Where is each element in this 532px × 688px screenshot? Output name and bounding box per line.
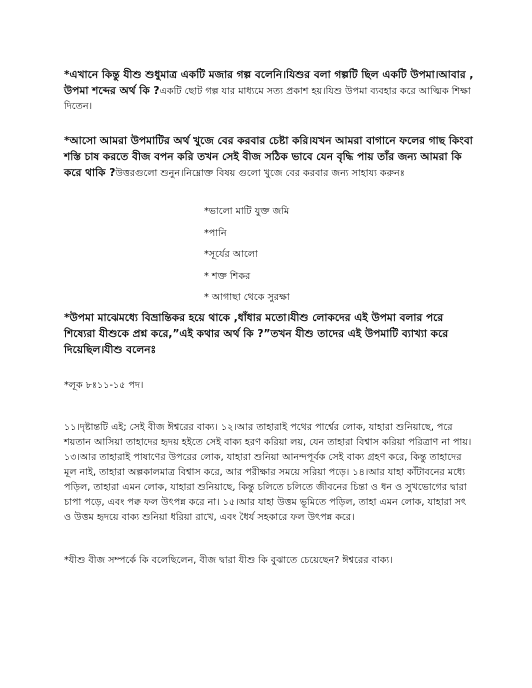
paragraph-disciples-question: *উপমা মাঝেমধ্যে বিভ্রান্তিকর হয়ে থাকে ,ধাঁধার মতো।যীশু লোকদের এই উপমা বলার পরে শিষ্যেরা যীশুকে প্রশ্ন করে,”এই কথার অর্থ কি ?”তখন যীশু তাদের এই উপমাটি ব্যাখ্যা করে দিয়েছিল।যীশু বলেনঃ [64, 312, 449, 356]
list-item: *ভালো মাটি যুক্ত জমি [204, 206, 290, 217]
list-item: * শক্ত শিকর [204, 270, 251, 282]
list-item: *সূর্যের আলো [204, 249, 258, 260]
paragraph-garden-question [64, 133, 476, 181]
scripture-passage: ১১।দৃষ্টান্তটি এই; সেই বীজ ঈশ্বরের বাক্য। ১২।আর তাহারাই পথের পার্শ্বের লোক, যাহারা শুনিয়াছে, পরে শয়তান আসিয়া তাহাদের হৃদয় হইতে সেই বাক্য হরণ করিয়া লয়, যেন তাহারা বিশ্বাস করিয়া পরিত্রাণ না পায়। ১৩।আর তাহারাই পাষাণের উপরের লোক, যাহারা শুনিয়া আনন্দপূর্বক সেই বাক্য গ্রহণ করে, কিন্তু তাহাদের মূল নাই, তাহারা অল্পকালমাত্র বিশ্বাস করে, আর পরীক্ষার সময়ে সরিয়া পড়ে। ১৪।আর যাহা কাঁটাবনের মধ্যে পড়িল, তাহারা এমন লোক, যাহারা শুনিয়াছে, কিন্তু চলিতে চলিতে জীবনের চিন্তা ও ধন ও সুখভোগের দ্বারা চাপা পড়ে, এবং পক্ব ফল উৎপন্ন করে না। ১৫।আর যাহা উত্তম ভূমিতে পড়িল, তাহা এমন লোক, যাহারা সৎ ও উত্তম হৃদয়ে বাক্য শুনিয়া ধরিয়া রাখে, এবং ধৈর্য সহকারে ফল উৎপন্ন করে। [64, 422, 472, 523]
growth-needs-list [204, 204, 290, 312]
paragraph-parable-meaning [64, 67, 476, 114]
list-item: * আগাছা থেকে সুরক্ষা [204, 292, 290, 303]
paragraph-garden-question-bold: *আসো আমরা উপমাটির অর্থ খুজে বের করবার চেষ্টা করি।যখন আমরা বাগানে ফলের গাছ কিংবা শস্তি চাষ করতে বীজ বপন করি তখন সেই বীজ সঠিক ভাবে যেন বৃদ্ধি পায় তাঁর জন্য আমরা কি করে থাকি ? [64, 135, 473, 179]
final-question: *যীশু বীজ সম্পর্কে কি বলেছিলেন, বীজ দ্বারা যীশু কি বুঝাতে চেয়েছেন? ঈশ্বরের বাক্য। [64, 555, 393, 566]
paragraph-garden-question-rest: উত্তরগুলো শুনুন।নিম্নোক্ত বিষয় গুলো খুজে বের করবার জন্য সাহায্য করুনঃ [115, 168, 405, 179]
scripture-reference: *লূক ৮ঃ১১-১৫ পদ। [64, 380, 144, 391]
paragraph-parable-meaning-rest: একটি ছোট গল্প যার মাধ্যমে সত্য প্রকাশ হয়।যিশু উপমা ব্যবহার করে আত্মিক শিক্ষা দিতেন। [64, 86, 471, 112]
paragraph-parable-meaning-bold: *এখানে কিন্তু যীশু শুধুমাত্র একটি মজার গল্প বলেনি।যিশুর বলা গল্পটি ছিল একটি উপমা।আবার , উপমা শব্দের অর্থ কি ? [64, 69, 474, 97]
list-item: *পানি [204, 227, 227, 239]
